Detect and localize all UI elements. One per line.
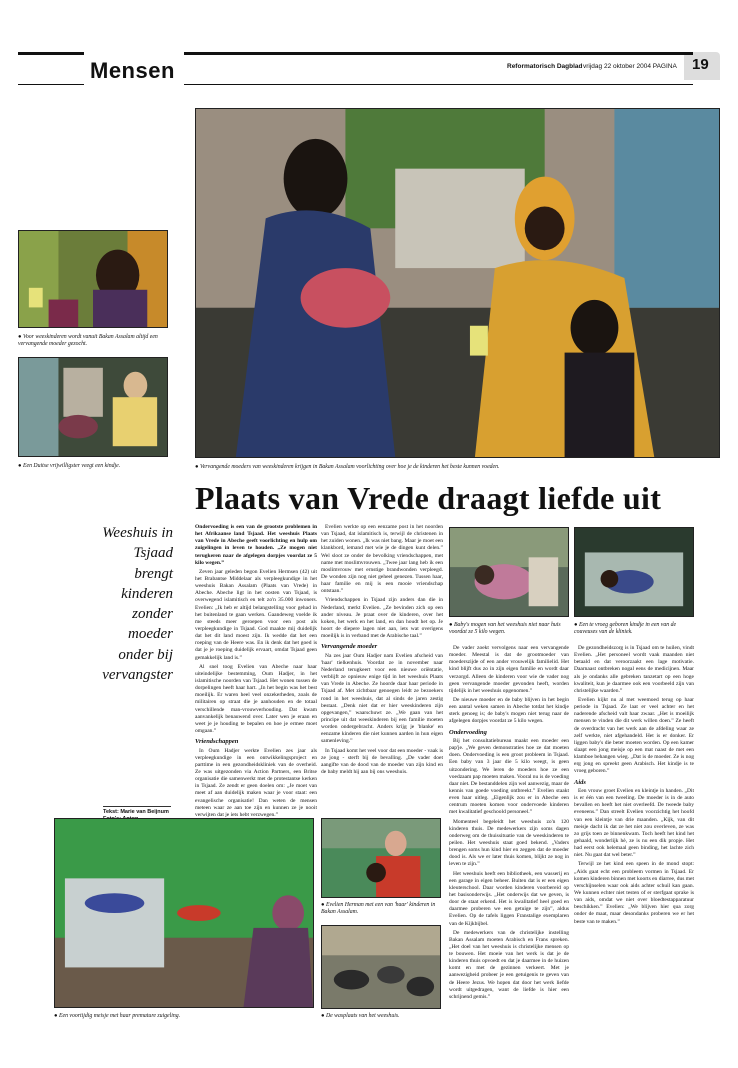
article-column-1 [195, 524, 317, 818]
subheading: Vervangende moeder [321, 643, 378, 651]
caption-nurse: ● Een voortijdig meisje met haar premature zuigeling. [54, 1013, 181, 1019]
photo-main-mothers [195, 108, 720, 458]
photo-volunteer [18, 357, 168, 457]
paragraph: Evelien werkte op een eenzame post in het noorden van Tsjaad, dat islamitisch is, terwijl de christenen in het zuiden wonen. „Ik was niet bang. Maar je moet een klankbord, iemand met wie je de dingen kunt delen.” Wel sloot ze onder de bevolking vriendschappen, met name met moslimvrouwen. „Twee jaar lang heb ik een moslimvrouw met ernstige brandwonden verpleegd. De wonden zijn nog niet geheel genezen. Tussen haar, haar familie en mij is een mooie vriendschap ontstaan.” [321, 524, 443, 595]
article-column-4 [574, 645, 694, 970]
paragraph: De medewerkers van de christelijke instelling Bakan Assalam moeten Arabisch en Frans spreken. „Het doel van het weeshuis is christelijke mensen op te bouwen. Het moeie van het werk is dat je de kinderen thuis opvoedt en dat je daarmee in de huizen komt en met de gezinnen verkeert. Met je aanwezigheid probeer je een getuigenis te geven van de Heere Jezus. We hopen dat door het werk liefde wordt uitgedragen, want de liefde is hier een schrijnend gemis.” [449, 929, 569, 1000]
photo-evelien [321, 818, 441, 898]
article-lead: Ondervoeding is een van de grootste problemen in het Afrikaanse land Tsjaad. Het weeshuis Plaats van Vrede in Abeche geeft voorlichting en hulp om zuigelingen in leven te houden. „Ze mogen niet terugkeren naar de afgelegen dorpjes voordat ze 5 kilo wegen.” [195, 524, 317, 566]
newspaper-name: Reformatorisch Dagblad [507, 63, 583, 70]
caption-main: ● Vervangende moeders van weeskinderen krijgen in Bakan Assalam voorlichting over hoe je de kinderen het beste kunnen voeden. [195, 464, 500, 470]
caption-small-1: ● Voor weeskinderen wordt vanuit Bakan Assalam altijd een vervangende moeder gezocht. [18, 334, 158, 348]
section-title: Mensen [90, 58, 175, 83]
paragraph: De nieuwe moeder en de baby blijven in het begin een aantal weken samen in Abeche totdat het kindje sterk genoeg is; de baby's mogen niet terug naar de afgelegen dorpjes voordat ze 5 kilo wegen. [449, 696, 569, 725]
caption-evelien: ● Evelien Herman met een van 'haar' kinderen in Bakan Assalam. [321, 902, 436, 916]
paragraph: Zeven jaar geleden begon Evelien Hermsen (42) uit het Brabantse Middelaar als verpleegkundige in het weeshuis Bakan Assalam (Plaats van Vrede) in Abeche. Abeche ligt in het oosten van Tsjaad, is overwegend islamitisch en telt zo'n 35.000 inwoners. Evelien: „Ik heb er altijd belangstelling voor gehad in het buitenland te gaan werken. Gaandeweg voelde ik me steeds meer geroepen voor een post als verpleegkundige in Tsjaad. God maakte mij duidelijk dat het dit land moest zijn. Ik wedde dat het een roeping van de Heere was. En ik denk dat het goed is dat je je roeping duidelijk ervaart, omdat Tsjaad geen gemakkelijk land is.” [195, 568, 317, 661]
paragraph: Het weeshuis heeft een bibliotheek, een wasserij en een garage in eigen beheer. Buiten dat is er een eigen kleuterschool. Daar worden kinderen voorbereid op het basisonderwijs. „Het onderwijs dat we geven, is door de staat erkend. Het is kwalitatief heel goed en daarmee proberen we een getuige te zijn”, aldus Evelien. Op de tafels liggen Franstalige exemplaren van de Kijkbijbel. [449, 870, 569, 927]
subheading: Vriendschappen [195, 738, 239, 746]
photo-incubator [574, 527, 694, 617]
caption-small-2: ● Een Duitse vrijwilligster veegt een kindje. [18, 463, 121, 469]
caption-baby-2: ● Een te vroeg geboren kindje in een van de couveuses van de kliniek. [574, 622, 677, 636]
article-column-2 [321, 524, 443, 814]
paragraph: Na zes jaar Oum Hadjer nam Evelien afscheid van 'haar' tielkenhuis. Voordat ze in november naar Nederland terugkeert voor een nieuwe oriëntatie, verblijft ze opnieuw enige tijd in het weeshuis Plaats van Vrede in Abeche. Ze hoorde daar haar periode in Tsjaad af. Met zichtbaar genoegen leidt ze bezoekers rond in het weeshuis, dat al sinds de jaren zestig bestaat. „Denk niet dat er hier weeskinderen zijn opgevangen,” waarschuwt ze. „We gaan van het principe uit dat weeskinderen bij een familie moeten worden ondergebracht. Anders krijg je 'blanke' en eenzame kinderen die niet kunnen aarden in hun eigen samenleving.” [321, 652, 443, 745]
paragraph: Al snel toog Evelien van Abeche naar haar uiteindelijke bestemming, Oum Hadjer, in het islamitische noorden van Tsjaad. Het wonen tussen de dorpelingen heeft haar hart. „In het begin was het best moeilijk. Er waren heel veel onzekerheden, zoals de militairen op straat die je aanhouden en de totaal verschillende man-vrouwverhouding. Dat kwam aanvankelijk benauwend over. Later wen je eraan en weet je je houding te bepalen en hoe je ermee moet omgaan.” [195, 663, 317, 734]
headline: Plaats van Vrede draagt liefde uit [195, 480, 662, 516]
paragraph: Terwijl ze het kind een speen in de mond stopt: „Aids gaat echt een probleem vormen in Tsjaad. Er komen kinderen binnen met koorts en diarree, dus met verschijnselen waar ook aids achter schuil kan gaan. We kunnen echter niet testen of er sterfgaat sprake is van aids, omdat we niet over bloedtestapparatuur beschikken.” Evelien: „We blijven hier qua zorg onder de maat, maar desondanks proberen we er het beste van te maken.” [574, 861, 694, 925]
caption-baby-1: ● Baby's mogen van het weeshuis niet naar huis voordat ze 5 kilo wegen. [449, 622, 561, 636]
paragraph: Een vrouw groet Evelien en kleintje in handen. „Dit is er één van een tweeling. De moeder is in de auto bevallen en heeft het niet overleefd. De tweede baby eveneens.” Dan streelt Evelien voorzichtig het hoofd van een kleintje van drie maanden. „Kijk, van dit meisje dacht ik dat ze het niet zou overleven, ze was zo grijs toen ze binnenkwam. Toch heeft het kind het gehaald, wonderlijk hè, ze is nu een dik propje. Het had eerst ook helemaal geen binding, het lachte zich niet. Nu gaat dat wel beter.” [574, 787, 694, 859]
issue-date: vrijdag 22 oktober 2004 PAGINA [583, 63, 677, 70]
caption-laundry: ● De wasplaats van het weeshuis. [321, 1013, 400, 1019]
article-column-3 [449, 645, 570, 1000]
paragraph: Evelien kijkt nu al met weemoed terug op haar periode in Tsjaad. Ze laat er veel achter en het naderende afscheid valt haar zwaar. „Het is moeilijk mensen te vinden die dit werk willen doen.” Ze heeft de overdracht van het werk aan de afdeling waar ze zelf werkte, niet afgehandeld. Het is er donker. Er liggen baby's die beter moeten worden. Op een kamer slaapt een jong meisje op een mat naast de met een klamboe behangen wieg. „Dat is de moeder. Ze is nog erg jong en spreekt geen Arabisch. Het kindje is te vroeg geboren.” [574, 696, 694, 775]
paragraph: Bij het consultatiebureau maakt een moeder een pap'je. „We geven demonstraties hoe ze dat moeten doen. Ondervoeding is een groot probleem in Tsjaad. Een baby van 3 jaar die 5 kilo weegt, is geen uitzondering. We leren de moeders hoe ze een voedzaam pap moeten maken. Vooral nu is de voeding daar niet. De bestanddelen zijn wel aanwezig, maar de kennis van goede voeding ontbreekt.” Evelien staakt even haar uitleg. „Eigenlijk zou er in Abeche een centrum moeten komen voor ondervoede kinderen met kwalitatief geschoold personeel.” [449, 737, 570, 816]
photo-laundry [321, 925, 441, 1009]
page-number: 19 [692, 56, 709, 73]
kicker: Weeshuis in Tsjaad brengt kinderen zonder moeder onder bij vervangster [102, 525, 173, 683]
photo-baby-weight [449, 527, 569, 617]
paragraph: Momenteel begeleidt het weeshuis zo'n 120 kinderen thuis. De medewerkers zijn soms dagen onderweg om de thuissituatie van de weeskinderen te peilen. Het weeshuis staat goed bekend. „Vaders brengen soms hun kind hier en zeggen dat de moeder dood is. Als we er later thuis komen, blijkt ze nog in leven te zijn.” [449, 818, 569, 868]
paragraph: In Tsjaad komt het veel voor dat een moeder - vaak is ze jong - sterft bij de bevalling. „De vader doet aangifte van de dood van de moeder van zijn kind en de baby meldt hij aan bij ons weeshuis. [321, 747, 443, 775]
subheading: Aids [574, 778, 586, 786]
paragraph: De gezondheidszorg is in Tsjaad om te huilen, vindt Evelien. „Het personeel wordt vaak maanden niet betaald en dat veroorzaakt een lage motivatie. Daarnaast ontbreken nogal eens de medicijnen. Maar als je ondanks alle gebreken tanzetart op een hoge kwaliteit, kun je daarmee ook een voorbeeld zijn van christelijke waarden.” [574, 645, 694, 694]
paragraph: Vriendschappen in Tsjaad zijn anders dan die in Nederland, merkt Evelien. „Ze bevinden zich op een ander niveau. Je praat over de kinderen, over het koken, het werk en het land, en dan houdt het op. Je hoort de diepere lagen niet aan, iets wat overigens moeilijk is in verband met de Arabische taal.” [321, 597, 443, 640]
photo-child-with-cup [18, 230, 168, 328]
paragraph: De vader zoekt vervolgens naar een vervangende moeder. Meestal is dat de grootmoeder van moederszijde of een ander vrouwelijk familielid. Het kind blijft dus zo in zijn eigen familie en wordt daar verzorgd. Alleen de kinderen voor wie de vader nog geen vervangende moeder gevonden heeft, worden tijdelijk in het weeshuis opgenomen.” [449, 645, 569, 694]
photo-nursery [54, 818, 314, 1008]
byline-text: Tekst: Marie van Beijnum [103, 809, 169, 815]
paragraph: In Oum Hadjer werkte Evelien zes jaar als verpleegkundige in een ontwikkelingsproject en parttime in een gezondheidskliniek van de overheid. Ze was uitgezonden via Action Partners, een Britse organisatie die samenwerkt met de protestantse kerken in Tsjaad. Ze zendt er geen doelen om: „Je moet van meet af aan duidelijk maken waar je voor staat: een evangelische organisatie! Dan weten de mensen meteen waar ze aan toe zijn en kunnen ze je nooit verwijten dat je iets hebt verzwegen.” [195, 747, 317, 818]
subheading: Ondervoeding [449, 728, 487, 736]
